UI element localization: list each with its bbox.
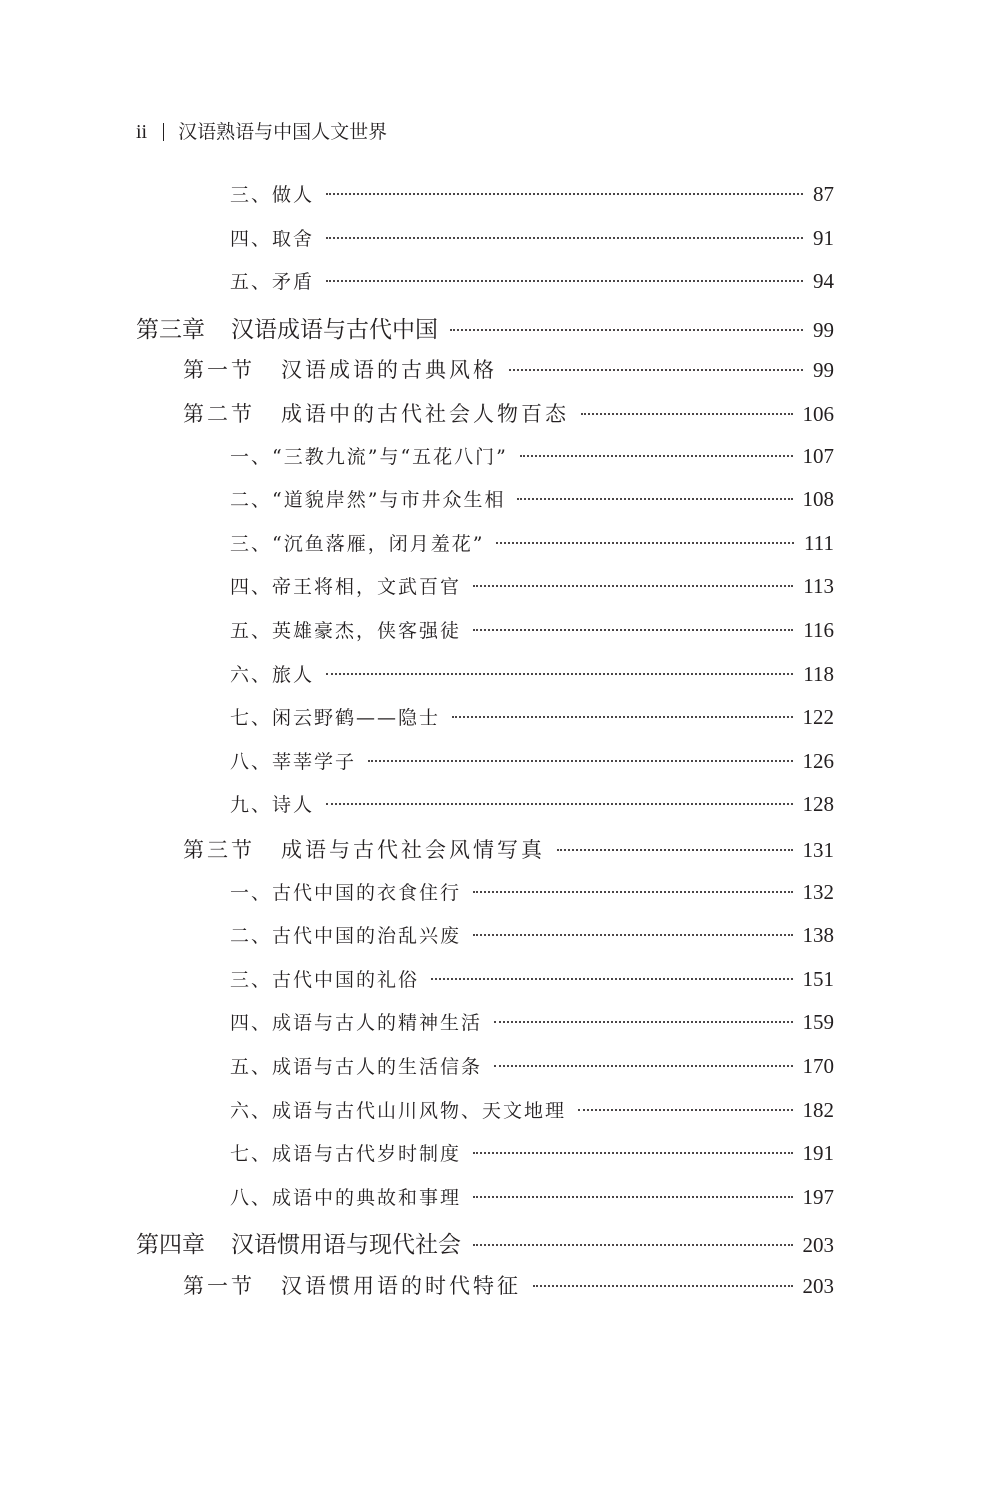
- toc-entry-title: 汉语惯用语与现代社会: [231, 1232, 461, 1259]
- toc-entry-title: 旅人: [272, 663, 315, 686]
- toc-entry-label: [230, 747, 356, 774]
- toc-entry[interactable]: [230, 790, 834, 834]
- toc-entry-page: 108: [802, 487, 834, 512]
- toc-dot-leader: [452, 716, 792, 718]
- toc-dot-leader: [533, 1285, 793, 1287]
- toc-dot-leader: [473, 1244, 793, 1246]
- toc-entry-title: 做人: [272, 184, 315, 206]
- toc-entry-number: 第二节: [183, 402, 255, 426]
- toc-entry-page: 99: [813, 317, 834, 342]
- toc-entry-page: 197: [802, 1184, 834, 1209]
- toc-entry-label: [230, 442, 508, 469]
- toc-entry-title: 矛盾: [272, 271, 315, 294]
- toc-entry-label: [230, 1183, 461, 1210]
- toc-entry[interactable]: [230, 1139, 834, 1183]
- toc-entry-title: 成语中的典故和事理: [272, 1186, 462, 1209]
- toc-dot-leader: [473, 585, 793, 587]
- toc-entry-label: [230, 1096, 566, 1123]
- toc-entry-label: [183, 354, 497, 384]
- toc-entry-title: 古代中国的礼俗: [272, 968, 420, 991]
- toc-entry-title: 成语与古人的精神生活: [272, 1012, 483, 1035]
- toc-dot-leader: [578, 1109, 792, 1111]
- toc-entry[interactable]: [230, 921, 834, 965]
- toc-entry-label: [230, 1139, 461, 1166]
- toc-dot-leader: [326, 280, 803, 282]
- toc-entry-number: 二、: [230, 925, 273, 948]
- toc-dot-leader: [509, 369, 803, 371]
- toc-entry-label: [230, 529, 484, 556]
- page-number: ii: [136, 121, 148, 143]
- toc-entry[interactable]: [230, 965, 834, 1009]
- toc-entry[interactable]: [136, 1226, 834, 1270]
- toc-entry-page: 91: [813, 225, 834, 250]
- toc-entry-number: 第四章: [136, 1232, 205, 1259]
- toc-entry-label: [183, 1270, 521, 1300]
- toc-entry-label: [230, 1052, 482, 1079]
- toc-entry-number: 二、: [230, 489, 273, 512]
- toc-entry-title: 古代中国的治乱兴废: [272, 925, 462, 948]
- toc-entry-page: 126: [802, 748, 834, 773]
- toc-entry-number: 七、: [230, 1143, 273, 1166]
- toc-entry-page: 111: [804, 530, 834, 555]
- toc-entry-number: 第一节: [183, 1274, 255, 1298]
- toc-entry-label: [230, 1008, 482, 1035]
- toc-entry-title: 成语与古人的生活信条: [272, 1056, 483, 1078]
- toc-entry-page: 99: [813, 358, 834, 383]
- toc-entry-number: 四、: [230, 1012, 273, 1035]
- toc-entry-title: 汉语成语与古代中国: [231, 316, 438, 343]
- toc-entry-label: [230, 703, 440, 730]
- toc-dot-leader: [496, 542, 794, 544]
- toc-entry[interactable]: [230, 747, 834, 791]
- toc-entry-page: 138: [802, 923, 834, 948]
- toc-entry-label: [183, 398, 569, 428]
- toc-entry-page: 159: [802, 1010, 834, 1035]
- toc-entry-label: [230, 965, 419, 992]
- toc-entry-number: 六、: [230, 1099, 273, 1122]
- toc-dot-leader: [473, 1196, 792, 1198]
- toc-entry-page: 106: [802, 402, 834, 426]
- toc-entry-title: 英雄豪杰，侠客强徒: [272, 620, 462, 642]
- toc-entry-page: 191: [802, 1141, 834, 1166]
- toc-dot-leader: [557, 849, 793, 851]
- toc-dot-leader: [431, 978, 792, 980]
- toc-entry[interactable]: [230, 1008, 834, 1052]
- toc-entry-page: 94: [813, 269, 834, 294]
- toc-dot-leader: [368, 760, 792, 762]
- toc-entry-label: [230, 921, 461, 948]
- toc-entry-title: “沉鱼落雁，闭月羞花”: [272, 532, 485, 555]
- toc-dot-leader: [450, 329, 803, 331]
- toc-entry-number: 一、: [230, 445, 273, 468]
- toc-entry-number: 第一节: [183, 358, 255, 383]
- toc-entry[interactable]: [230, 1183, 834, 1227]
- toc-entry-title: 古代中国的衣食住行: [272, 881, 462, 904]
- toc-entry-page: 107: [802, 443, 834, 468]
- toc-entry-number: 五、: [230, 271, 273, 294]
- toc-entry-title: 成语与古代岁时制度: [272, 1143, 462, 1166]
- toc-dot-leader: [473, 629, 793, 631]
- toc-dot-leader: [494, 1021, 792, 1023]
- toc-entry-number: 五、: [230, 620, 273, 642]
- toc-dot-leader: [494, 1065, 792, 1067]
- toc-entry-label: [136, 1226, 461, 1259]
- toc-dot-leader: [473, 891, 792, 893]
- toc-entry-page: 170: [802, 1054, 834, 1078]
- toc-entry-page: 132: [802, 879, 834, 904]
- running-header: [136, 118, 387, 146]
- toc-entry-title: 成语与古代山川风物、天文地理: [272, 1099, 567, 1122]
- toc-entry-page: 116: [803, 618, 834, 642]
- toc-entry-label: [230, 790, 314, 817]
- toc-entry-label: [230, 224, 314, 251]
- toc-entry-label: [230, 616, 461, 643]
- toc-entry[interactable]: [230, 1096, 834, 1140]
- toc-entry-title: 诗人: [272, 794, 315, 817]
- toc-dot-leader: [520, 455, 793, 457]
- toc-entry[interactable]: [230, 224, 834, 268]
- toc-entry-number: 第三章: [136, 316, 205, 343]
- toc-entry-label: [230, 267, 314, 294]
- toc-entry-page: 131: [802, 838, 834, 862]
- toc-entry-label: [230, 572, 461, 599]
- toc-entry[interactable]: [183, 398, 834, 442]
- toc-entry[interactable]: [230, 660, 834, 704]
- toc-entry[interactable]: [230, 529, 834, 573]
- toc-entry-title: 汉语成语的古典风格: [281, 358, 497, 383]
- toc-entry-label: [230, 180, 314, 207]
- toc-entry-number: 三、: [230, 968, 273, 991]
- toc-entry-title: 取舍: [272, 227, 315, 250]
- toc-entry-title: “道貌岸然”与市井众生相: [272, 489, 506, 512]
- toc-entry-number: 八、: [230, 750, 273, 773]
- book-title: 汉语熟语与中国人文世界: [178, 121, 388, 143]
- toc-entry-number: 一、: [230, 881, 273, 904]
- toc-entry-page: 128: [802, 792, 834, 817]
- toc-entry-number: 五、: [230, 1056, 273, 1078]
- toc-entry[interactable]: [136, 311, 834, 355]
- toc-entry-page: 151: [802, 966, 834, 991]
- toc-entry-page: 118: [803, 661, 834, 686]
- toc-entry-page: 203: [802, 1233, 834, 1258]
- toc-entry[interactable]: [183, 1270, 834, 1314]
- toc-entry-number: 八、: [230, 1186, 273, 1209]
- toc-entry-label: [183, 834, 545, 864]
- toc-entry-number: 九、: [230, 794, 273, 817]
- toc-entry-page: 113: [803, 574, 834, 599]
- toc-entry-number: 三、: [230, 532, 273, 555]
- toc-entry-title: “三教九流”与“五花八门”: [272, 445, 508, 468]
- toc-entry-title: 成语中的古代社会人物百态: [281, 402, 569, 426]
- toc-dot-leader: [473, 934, 792, 936]
- header-separator: [163, 123, 164, 141]
- toc-entry-number: 七、: [230, 707, 273, 730]
- toc-entry-title: 莘莘学子: [272, 750, 357, 773]
- toc-entry[interactable]: [183, 834, 834, 878]
- toc-entry[interactable]: [230, 442, 834, 486]
- toc-entry-label: [230, 660, 314, 687]
- toc-entry[interactable]: [183, 354, 834, 398]
- toc-entry-number: 第三节: [183, 838, 255, 862]
- toc-entry-page: 182: [802, 1097, 834, 1122]
- toc-entry[interactable]: [230, 267, 834, 311]
- toc-dot-leader: [326, 673, 793, 675]
- toc-entry-label: [136, 311, 438, 344]
- toc-entry-title: 汉语惯用语的时代特征: [281, 1274, 521, 1298]
- toc-entry-page: 203: [802, 1274, 834, 1298]
- toc-entry-title: 帝王将相，文武百官: [272, 576, 462, 599]
- toc-entry[interactable]: [230, 485, 834, 529]
- toc-entry[interactable]: [230, 878, 834, 922]
- toc-dot-leader: [581, 413, 793, 415]
- toc-entry[interactable]: [230, 180, 834, 224]
- toc-entry-number: 四、: [230, 227, 273, 250]
- toc-dot-leader: [517, 498, 792, 500]
- toc-entry-title: 闲云野鹤——隐士: [272, 707, 441, 730]
- toc-entry-number: 六、: [230, 663, 273, 686]
- toc-entry[interactable]: [230, 1052, 834, 1096]
- toc-dot-leader: [326, 237, 803, 239]
- toc-entry-page: 87: [813, 182, 834, 206]
- toc-dot-leader: [473, 1152, 792, 1154]
- toc-dot-leader: [326, 803, 792, 805]
- toc-entry[interactable]: [230, 572, 834, 616]
- toc-dot-leader: [326, 193, 803, 195]
- toc-entry-number: 四、: [230, 576, 273, 599]
- toc-entry[interactable]: [230, 616, 834, 660]
- toc-entry-label: [230, 878, 461, 905]
- toc-entry[interactable]: [230, 703, 834, 747]
- toc-entry-page: 122: [802, 705, 834, 730]
- toc-entry-title: 成语与古代社会风情写真: [281, 838, 545, 862]
- toc-entry-label: [230, 485, 505, 512]
- toc-entry-number: 三、: [230, 184, 273, 206]
